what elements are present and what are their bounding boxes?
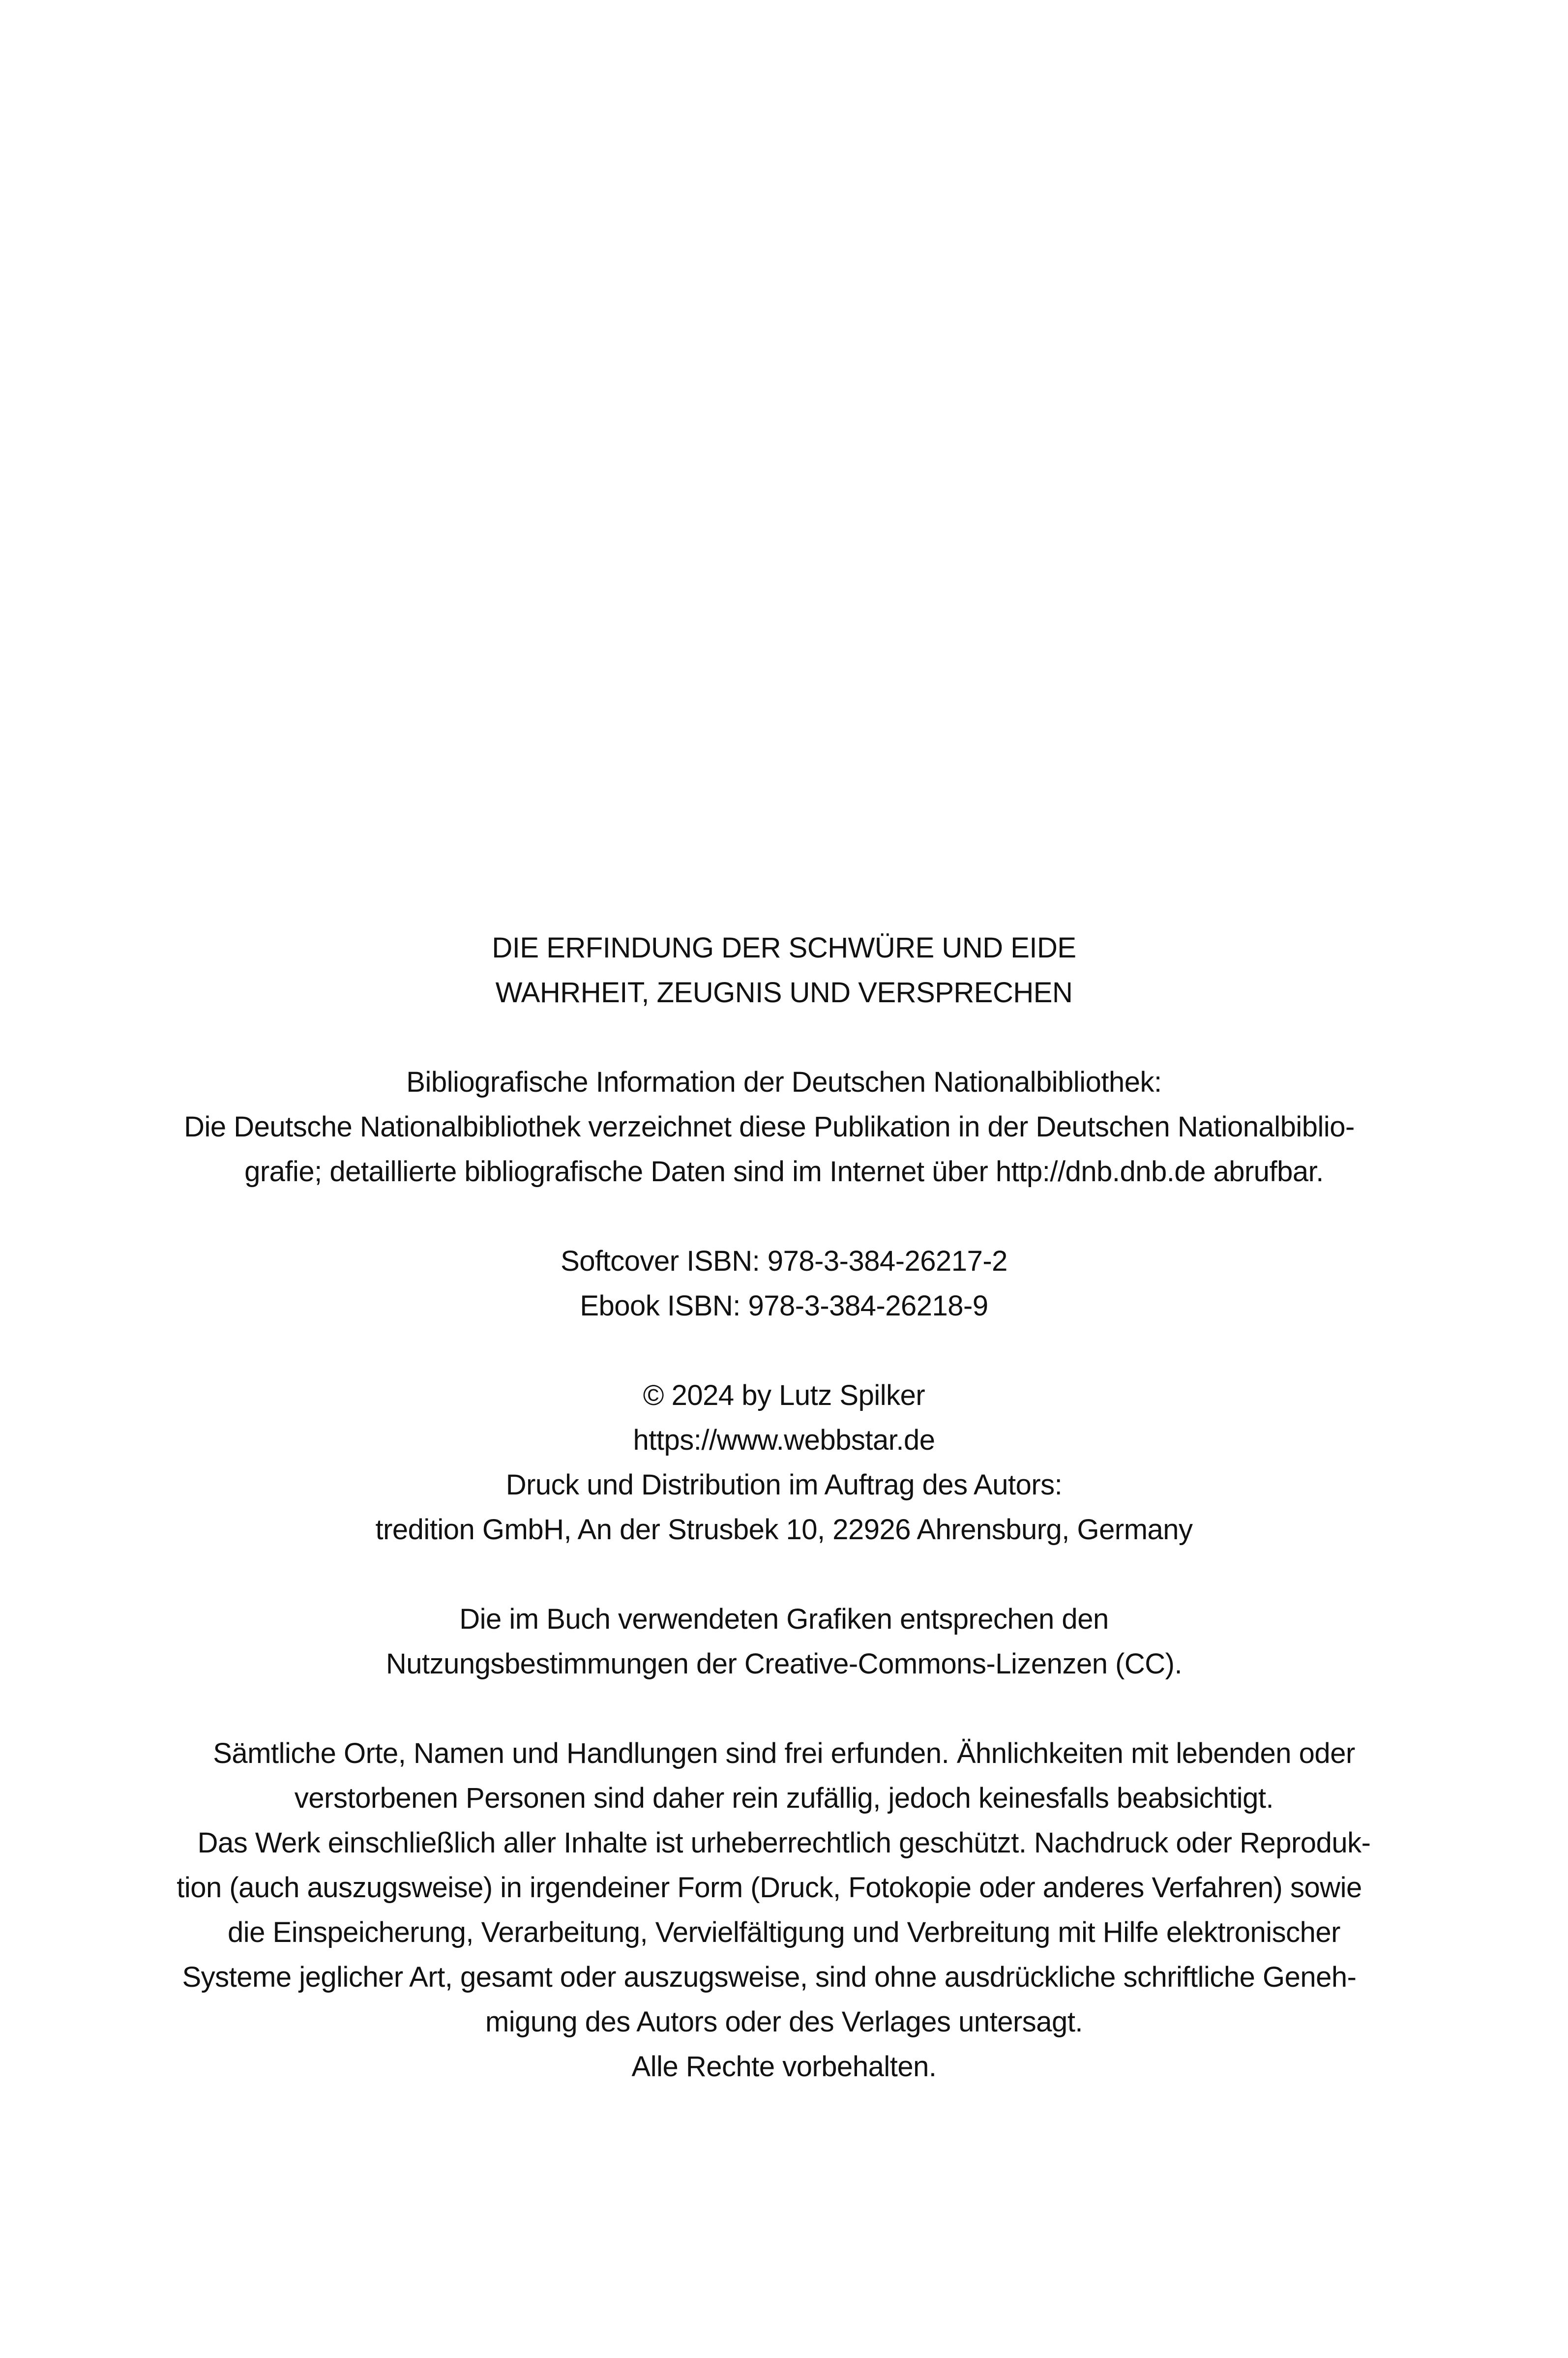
legal-notice-line: migung des Autors oder des Verlages untersagt.: [485, 2006, 1083, 2038]
spacer: [0, 1686, 1568, 1731]
copyright-line: © 2024 by Lutz Spilker: [643, 1379, 925, 1411]
legal-notice-line: Systeme jeglicher Art, gesamt oder auszugsweise, sind ohne ausdrückliche schriftliche Geneh-: [182, 1961, 1357, 1993]
bibliographic-line: grafie; detaillierte bibliografische Daten sind im Internet über http://dnb.dnb.de abrufbar.: [244, 1156, 1324, 1188]
distribution-line: Druck und Distribution im Auftrag des Autors:: [505, 1469, 1063, 1501]
graphics-notice-line: Die im Buch verwendeten Grafiken entsprechen den: [459, 1603, 1109, 1635]
book-title-block: [0, 925, 1568, 1015]
graphics-notice: [0, 1597, 1568, 1686]
legal-notice-line: die Einspeicherung, Verarbeitung, Vervielfältigung und Verbreitung mit Hilfe elektronischer: [228, 1916, 1340, 1948]
spacer: [0, 1194, 1568, 1239]
legal-notice-line: Sämtliche Orte, Namen und Handlungen sind frei erfunden. Ähnlichkeiten mit lebenden oder: [213, 1737, 1355, 1769]
book-title: DIE ERFINDUNG DER SCHWÜRE UND EIDE: [492, 932, 1076, 964]
legal-notice-line: verstorbenen Personen sind daher rein zufällig, jedoch keinesfalls beabsichtigt.: [294, 1782, 1274, 1814]
bibliographic-heading: Bibliografische Information der Deutschen Nationalbibliothek:: [406, 1066, 1162, 1098]
spacer: [0, 1015, 1568, 1060]
spacer: [0, 1328, 1568, 1373]
website-link[interactable]: https://www.webbstar.de: [633, 1424, 935, 1456]
isbn-block: [0, 1239, 1568, 1328]
rights-reserved: Alle Rechte vorbehalten.: [631, 2051, 937, 2083]
legal-notice: [0, 1731, 1568, 2089]
legal-notice-line: tion (auch auszugsweise) in irgendeiner Form (Druck, Fotokopie oder anderes Verfahren) sowie: [177, 1872, 1362, 1904]
bibliographic-line: Die Deutsche Nationalbibliothek verzeichnet diese Publikation in der Deutschen Nationalbiblio-: [184, 1111, 1355, 1143]
spacer: [0, 1552, 1568, 1597]
imprint-text: [0, 925, 1568, 2089]
publisher-block: [0, 1373, 1568, 1552]
book-subtitle: WAHRHEIT, ZEUGNIS UND VERSPRECHEN: [495, 977, 1073, 1009]
legal-notice-line: Das Werk einschließlich aller Inhalte ist urheberrechtlich geschützt. Nachdruck oder Reproduk-: [197, 1827, 1371, 1859]
bibliographic-info: [0, 1060, 1568, 1194]
isbn-softcover: Softcover ISBN: 978-3-384-26217-2: [561, 1245, 1007, 1277]
graphics-notice-line: Nutzungsbestimmungen der Creative-Commons-Lizenzen (CC).: [385, 1648, 1183, 1680]
isbn-ebook: Ebook ISBN: 978-3-384-26218-9: [580, 1290, 988, 1322]
publisher-address: tredition GmbH, An der Strusbek 10, 22926 Ahrensburg, Germany: [375, 1514, 1193, 1546]
